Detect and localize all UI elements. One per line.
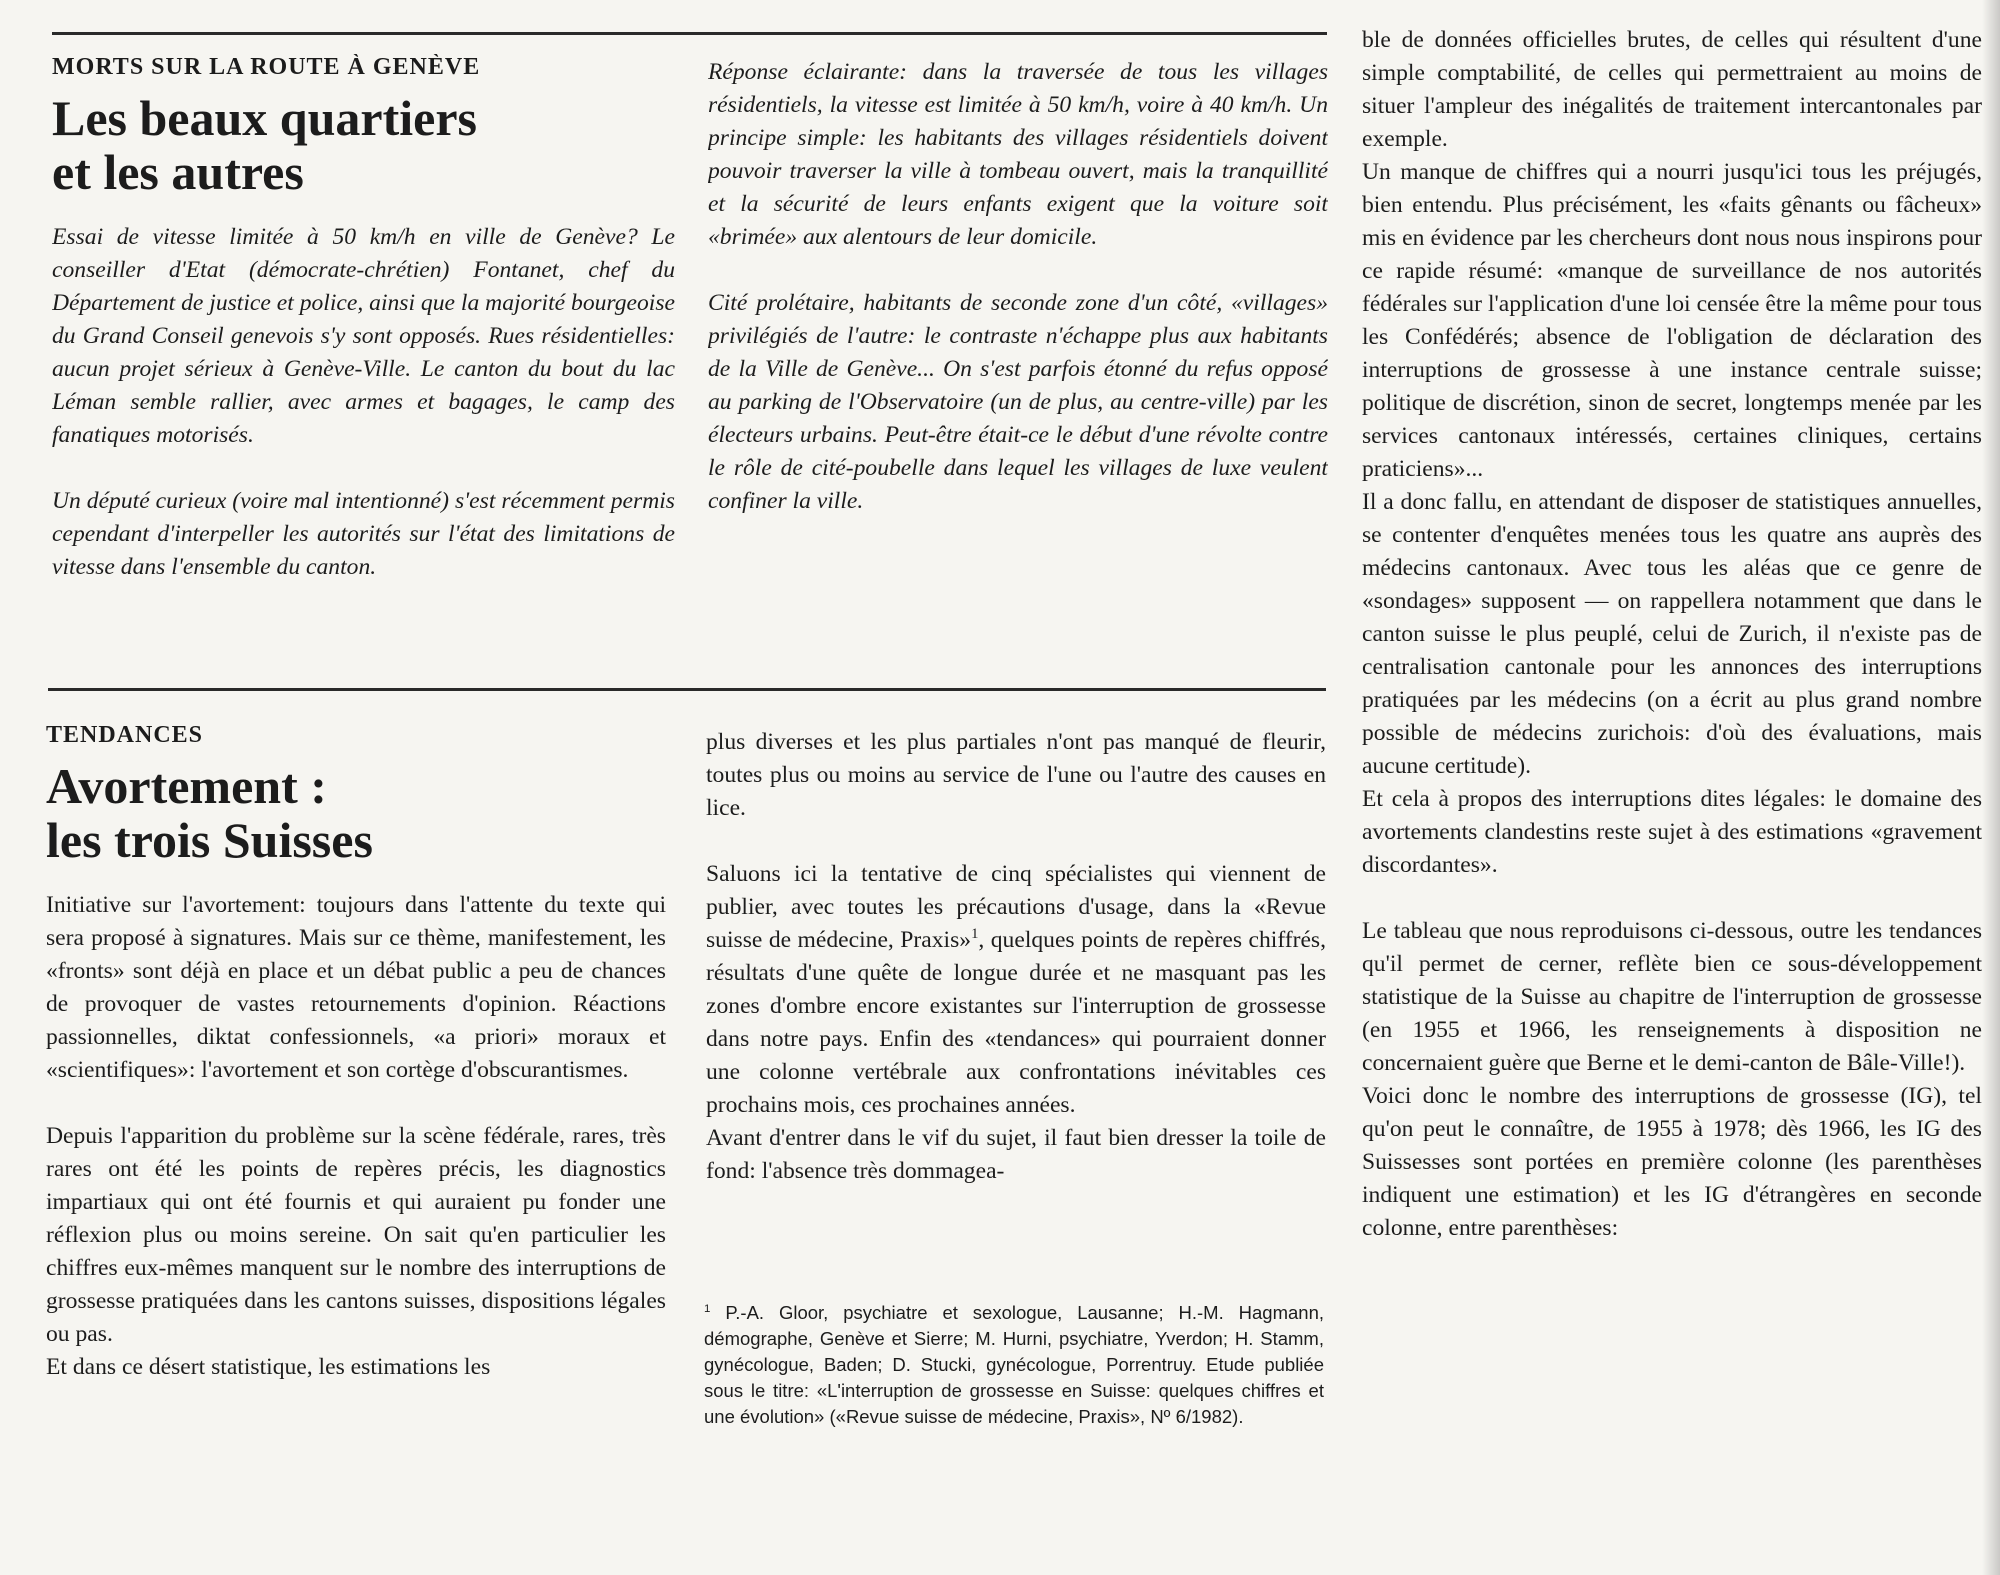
article1-col2-paragraph: Cité prolétaire, habitants de seconde zone d'un côté, «villages» privilégiés de l'autre: le contraste n'échappe plus aux habitants de la Ville de Genève... On s'est parfois étonné du refus opposé au parking de l'Observatoire (un de plus, au centre-ville) par les électeurs urbains. Peut-être était-ce le début d'une révolte contre le rôle de cité-poubelle dans lequel les villages de luxe veulent confiner la ville. [708, 290, 1328, 514]
article2-col1-paragraph: Depuis l'apparition du problème sur la scène fédérale, rares, très rares ont été les points de repères précis, les diagnostics impartiaux qui ont été fournis et qui auraient pu fonder une réflexion plus ou moins sereine. On sait qu'en particulier les chiffres eux-mêmes manquent sur le nombre des interruptions de grossesse pratiquées dans les cantons suisses, dispositions légales ou pas. [46, 1123, 666, 1347]
article1-col1-paragraph: Un député curieux (voire mal intentionné) s'est récemment permis cependant d'interpeller les autorités sur l'état des limitations de vitesse dans l'ensemble du canton. [52, 488, 675, 580]
article1-col1-paragraph: Essai de vitesse limitée à 50 km/h en ville de Genève? Le conseiller d'Etat (démocrate-chrétien) Fontanet, chef du Département de justice et police, ainsi que la majorité bourgeoise du Grand Conseil genevois s'y sont opposés. Rues résidentielles: aucun projet sérieux à Genève-Ville. Le canton du bout du lac Léman semble rallier, avec armes et bagages, le camp des fanatiques motorisés. [52, 224, 675, 448]
article2-col2-text: Saluons ici la tentative de cinq spécialistes qui viennent de publier, avec toutes les précautions d'usage, dans la «Revue suisse de médecine, Praxis» [706, 861, 1326, 953]
article2-col3-paragraph: Il a donc fallu, en attendant de disposer de statistiques annuelles, se contenter d'enquêtes menées tous les quatre ans auprès des médecins cantonaux. Avec tous les aléas que ce genre de «sondages» supposent — on rappellera notamment que dans le canton suisse le plus peuplé, celui de Zurich, il n'existe pas de centralisation cantonale pour les annonces des interruptions pratiquées par les médecins (on a écrit au plus grand nombre possible de médecins zurichois: d'où des évaluations, mais aucune certitude). [1362, 489, 1982, 779]
article2-kicker: TENDANCES [46, 722, 204, 748]
article2-col2-paragraph: plus diverses et les plus partiales n'ont pas manqué de fleurir, toutes plus ou moins au service de l'une ou l'autre des causes en lice. [706, 729, 1326, 821]
article2-col1-paragraph: Initiative sur l'avortement: toujours dans l'attente du texte qui sera proposé à signatures. Mais sur ce thème, manifestement, les «fronts» sont déjà en place et un débat public a peu de chances de provoquer de vastes retournements d'opinion. Réactions passionnelles, diktat confessionnels, «a priori» moraux et «scientifiques»: l'avortement et son cortège d'obscurantismes. [46, 892, 666, 1083]
article1-col2 [708, 56, 1328, 666]
article2-col1-paragraph: Et dans ce désert statistique, les estimations les [46, 1354, 491, 1380]
article2-col2-paragraph: Avant d'entrer dans le vif du sujet, il faut bien dresser la toile de fond: l'absence très dommagea- [706, 1125, 1326, 1184]
article2-col3-paragraph: Le tableau que nous reproduisons ci-dessous, outre les tendances qu'il permet de cerner, reflète bien ce sous-développement statistique de la Suisse au chapitre de l'interruption de grossesse (en 1955 et 1966, les renseignements à disposition ne concernaient guère que Berne et le demi-canton de Bâle-Ville!). [1362, 918, 1982, 1076]
page-edge-shadow [1982, 0, 2000, 1575]
article1-col2-paragraph: Réponse éclairante: dans la traversée de tous les villages résidentiels, la vitesse est limitée à 50 km/h, voire à 40 km/h. Un principe simple: les habitants des villages résidentiels doivent pouvoir traverser la ville à tombeau ouvert, mais la tranquillité et la sécurité de leurs enfants exigent que la voiture soit «brimée» aux alentours de leur domicile. [708, 59, 1328, 250]
article2-col3-paragraph: Un manque de chiffres qui a nourri jusqu'ici tous les préjugés, bien entendu. Plus précisément, les «faits gênants ou fâcheux» mis en évidence par les chercheurs dont nous nous inspirons pour ce rapide résumé: «manque de surveillance de nos autorités fédérales sur l'application d'une loi censée être la même pour tous les Confédérés; absence de l'obligation de déclaration des interruptions de grossesse à une instance centrale suisse; politique de discrétion, sinon de secret, longtemps menée par les services cantonaux intéressés, certaines cliniques, certains praticiens»... [1362, 159, 1982, 482]
article1-headline [52, 91, 675, 199]
article2-headline [46, 759, 666, 867]
article2-col3-paragraph: Et cela à propos des interruptions dites légales: le domaine des avortements clandestins reste sujet à des estimations «gravement discordantes». [1362, 786, 1982, 878]
article2-col3-paragraph: Voici donc le nombre des interruptions de grossesse (IG), tel qu'on peut le connaître, de 1955 à 1978; dès 1966, les IG des Suissesses sont portées en première colonne (les parenthèses indiquent une estimation) et les IG d'étrangères en seconde colonne, entre parenthèses: [1362, 1083, 1982, 1241]
footnote [704, 1300, 1324, 1500]
article2-col2-text: quelques points de repères chiffrés, résultats d'une quête de longue durée et ne masquant pas les zones d'ombre encore existantes sur l'interruption de grossesse dans notre pays. Enfin des «tendances» qui pourraient donner une colonne vertébrale aux confrontations inévitables ces prochains mois, ces prochaines années. [706, 927, 1326, 1118]
article2-col1 [46, 722, 666, 1502]
footnote-reference: 1 [971, 926, 979, 943]
article2-col3-paragraph: ble de données officielles brutes, de celles qui résultent d'une simple comptabilité, de celles qui permettraient au moins de situer l'ampleur des inégalités de traitement intercantonales par exemple. [1362, 27, 1982, 152]
section-divider-rule [48, 688, 1326, 691]
article1-col1 [52, 54, 675, 664]
footnote-mark: 1 [704, 1302, 711, 1315]
article2-headline-line2: les trois Suisses [46, 812, 373, 868]
article2-col3 [1362, 24, 1982, 1524]
article1-headline-line2: et les autres [52, 144, 304, 200]
article1-kicker: MORTS SUR LA ROUTE À GENÈVE [52, 54, 481, 80]
top-rule [52, 32, 1327, 35]
footnote-text [704, 1300, 1324, 1430]
article1-headline-line1: Les beaux quartiers [52, 90, 477, 146]
article2-col2 [706, 726, 1326, 1296]
footnote-body: P.-A. Gloor, psychiatre et sexologue, Lausanne; H.-M. Hagmann, démographe, Genève et Sierre; M. Hurni, psychiatre, Yverdon; H. Stamm, gynécologue, Baden; D. Stucki, gynécologue, Porrentruy. Etude publiée sous le titre: «L'interruption de grossesse en Suisse: quelques chiffres et une évolution» («Revue suisse de médecine, Praxis», Nº 6/1982). [704, 1302, 1324, 1427]
article2-headline-line1: Avortement : [46, 758, 327, 814]
article2-col2-paragraph: Saluons ici la tentative de cinq spécialistes qui viennent de publier, avec toutes les précautions d'usage, dans la «Revue suisse de médecine, Praxis»$^1$, quelques points de repères chiffrés, résultats d'une quête de longue durée et ne masquant pas les zones d'ombre encore existantes sur l'interruption de grossesse dans notre pays. Enfin des «tendances» qui pourraient donner une colonne vertébrale aux confrontations inévitables ces prochains mois, ces prochaines années. [706, 861, 1326, 1118]
